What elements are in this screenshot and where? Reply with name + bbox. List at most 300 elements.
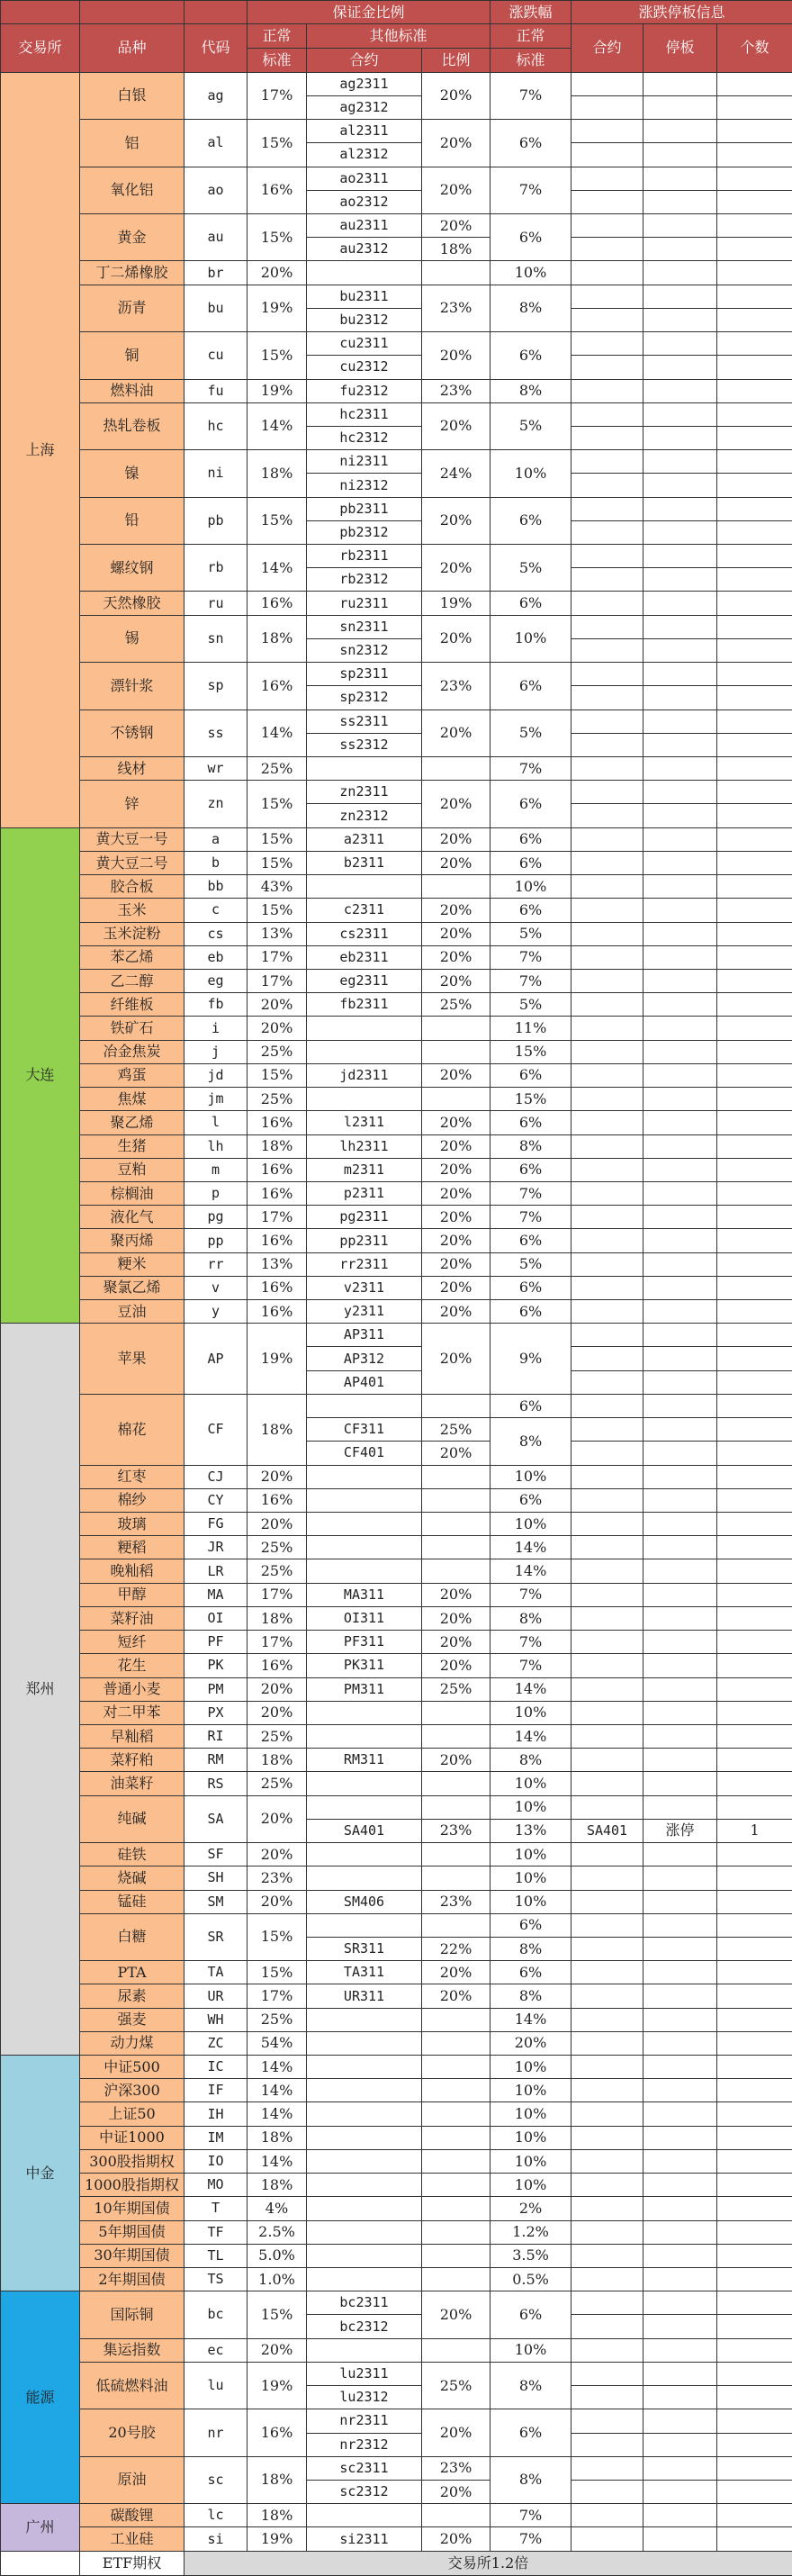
other-contract: eb2311 (307, 945, 422, 969)
other-ratio: 22% (422, 1937, 490, 1960)
table-row (1, 1654, 792, 1677)
limit-normal: 5% (490, 545, 572, 592)
header-limit-info: 涨跌停板信息 (572, 1, 792, 24)
limit-board (644, 238, 717, 261)
other-contract: SM406 (307, 1890, 422, 1913)
product-name: 玉米 (80, 899, 184, 922)
table-row (1, 545, 792, 568)
limit-count (717, 2126, 792, 2149)
other-contract: y2311 (307, 1300, 422, 1324)
margin-normal: 15% (248, 213, 307, 260)
limit-count (717, 2456, 792, 2480)
limit-contract (572, 1394, 644, 1417)
limit-board (644, 2126, 717, 2149)
limit-board (644, 1134, 717, 1158)
margin-normal: 20% (248, 1513, 307, 1536)
limit-count (717, 426, 792, 449)
table-row (1, 1866, 792, 1890)
other-contract (307, 2268, 422, 2291)
table-row (1, 1701, 792, 1724)
limit-count (717, 1631, 792, 1654)
other-contract: pb2311 (307, 497, 422, 520)
limit-count (717, 167, 792, 190)
limit-normal: 10% (490, 1843, 572, 1866)
limit-board (644, 733, 717, 756)
limit-count (717, 2527, 792, 2551)
other-contract: cu2311 (307, 332, 422, 356)
margin-normal: 18% (248, 1606, 307, 1630)
limit-normal: 6% (490, 1276, 572, 1299)
limit-contract (572, 1559, 644, 1583)
limit-contract (572, 2197, 644, 2220)
limit-contract (572, 497, 644, 520)
limit-contract (572, 1370, 644, 1394)
product-code: PM (184, 1677, 248, 1701)
table-row (1, 663, 792, 686)
limit-count (717, 120, 792, 143)
limit-board (644, 757, 717, 781)
other-contract: sn2311 (307, 615, 422, 638)
limit-normal: 6% (490, 1158, 572, 1181)
limit-contract (572, 285, 644, 308)
product-code: WH (184, 2008, 248, 2031)
margin-normal: 14% (248, 545, 307, 592)
table-row (1, 1465, 792, 1488)
other-ratio: 20% (422, 2409, 490, 2456)
limit-count (717, 2433, 792, 2456)
limit-count (717, 72, 792, 95)
limit-normal: 14% (490, 1559, 572, 1583)
limit-contract (572, 2149, 644, 2173)
product-name: 丁二烯橡胶 (80, 261, 184, 285)
product-code: ni (184, 450, 248, 497)
margin-normal: 19% (248, 2527, 307, 2551)
limit-board (644, 1984, 717, 2008)
margin-normal: 20% (248, 2338, 307, 2362)
table-row (1, 922, 792, 945)
table-row (1, 1134, 792, 1158)
limit-contract (572, 1181, 644, 1205)
table-row (1, 2291, 792, 2315)
limit-normal: 6% (490, 1394, 572, 1417)
limit-normal: 8% (490, 2362, 572, 2409)
table-row (1, 993, 792, 1017)
other-ratio: 25% (422, 1677, 490, 1701)
product-name: 纯碱 (80, 1795, 184, 1842)
table-row (1, 1017, 792, 1040)
limit-normal: 5% (490, 922, 572, 945)
product-name: 棉纱 (80, 1488, 184, 1512)
product-name: 碳酸锂 (80, 2504, 184, 2527)
other-contract (307, 1513, 422, 1536)
limit-normal: 14% (490, 1724, 572, 1748)
limit-contract (572, 1488, 644, 1512)
other-contract: fb2311 (307, 993, 422, 1017)
product-code: sc (184, 2456, 248, 2503)
product-code: TA (184, 1961, 248, 1984)
limit-contract (572, 1913, 644, 1937)
limit-contract (572, 2386, 644, 2409)
limit-contract (572, 379, 644, 402)
product-name: 玉米淀粉 (80, 922, 184, 945)
limit-contract (572, 1583, 644, 1606)
product-name: 粳稻 (80, 1536, 184, 1559)
product-code: bu (184, 285, 248, 331)
other-contract: ag2312 (307, 95, 422, 119)
margin-normal: 18% (248, 615, 307, 662)
margin-normal: 16% (248, 1488, 307, 1512)
limit-contract (572, 1984, 644, 2008)
header-exchange: 交易所 (1, 24, 80, 72)
other-contract: nr2312 (307, 2433, 422, 2456)
other-contract: rr2311 (307, 1252, 422, 1276)
margin-normal: 20% (248, 1465, 307, 1488)
product-name: 棕榈油 (80, 1181, 184, 1205)
limit-board (644, 1795, 717, 1819)
table-body (1, 1, 792, 2576)
other-contract: PF311 (307, 1631, 422, 1654)
limit-board (644, 1181, 717, 1205)
margin-normal: 17% (248, 1583, 307, 1606)
header-normal: 正常 (248, 24, 307, 49)
product-name: 漂针浆 (80, 663, 184, 710)
margin-normal: 14% (248, 2056, 307, 2079)
limit-count (717, 663, 792, 686)
limit-board (644, 95, 717, 119)
margin-normal: 18% (248, 1394, 307, 1465)
limit-contract (572, 190, 644, 213)
limit-contract (572, 2409, 644, 2433)
limit-count (717, 922, 792, 945)
limit-count (717, 686, 792, 710)
margin-normal: 20% (248, 1701, 307, 1724)
product-name: 烧碱 (80, 1866, 184, 1890)
margin-normal: 14% (248, 710, 307, 756)
limit-contract (572, 120, 644, 143)
limit-board (644, 804, 717, 827)
limit-count (717, 1206, 792, 1229)
margin-normal: 16% (248, 1654, 307, 1677)
product-code: RI (184, 1724, 248, 1748)
limit-board (644, 1843, 717, 1866)
product-name: 上证50 (80, 2102, 184, 2126)
margin-normal: 15% (248, 120, 307, 167)
product-code: sn (184, 615, 248, 662)
limit-count (717, 520, 792, 544)
limit-board (644, 1206, 717, 1229)
table-row (1, 2126, 792, 2149)
product-name: 20号胶 (80, 2409, 184, 2456)
other-ratio: 20% (422, 1158, 490, 1181)
limit-normal: 10% (490, 1866, 572, 1890)
other-contract (307, 1795, 422, 1819)
limit-normal: 6% (490, 332, 572, 379)
other-contract (307, 1488, 422, 1512)
limit-board (644, 2362, 717, 2385)
other-contract: m2311 (307, 1158, 422, 1181)
table-row (1, 1795, 792, 1819)
product-name: 中证500 (80, 2056, 184, 2079)
limit-count (717, 757, 792, 781)
product-name: 白银 (80, 72, 184, 119)
limit-count (717, 1040, 792, 1063)
limit-normal: 8% (490, 1418, 572, 1465)
other-contract: OI311 (307, 1606, 422, 1630)
limit-normal: 10% (490, 2102, 572, 2126)
limit-count (717, 827, 792, 851)
table-row (1, 1040, 792, 1063)
other-contract: p2311 (307, 1181, 422, 1205)
product-code: ao (184, 167, 248, 213)
limit-normal: 6% (490, 2291, 572, 2338)
limit-board (644, 1513, 717, 1536)
limit-normal: 2% (490, 2197, 572, 2220)
header-ratio: 比例 (422, 49, 490, 72)
limit-count (717, 1442, 792, 1465)
limit-count (717, 615, 792, 638)
product-code: y (184, 1300, 248, 1324)
limit-contract (572, 2362, 644, 2385)
limit-contract (572, 1701, 644, 1724)
other-contract: ss2311 (307, 710, 422, 733)
other-contract: bu2311 (307, 285, 422, 308)
other-contract (307, 1088, 422, 1111)
other-ratio: 20% (422, 497, 490, 544)
limit-board (644, 899, 717, 922)
other-ratio (422, 1559, 490, 1583)
product-code: fu (184, 379, 248, 402)
limit-count (717, 945, 792, 969)
other-contract (307, 1017, 422, 1040)
limit-count (717, 2244, 792, 2267)
limit-board (644, 2056, 717, 2079)
product-code: sp (184, 663, 248, 710)
product-code: TF (184, 2220, 248, 2244)
limit-normal: 6% (490, 213, 572, 260)
other-contract: jd2311 (307, 1063, 422, 1087)
limit-board (644, 2409, 717, 2433)
other-contract (307, 2149, 422, 2173)
limit-contract (572, 993, 644, 1017)
limit-contract (572, 2291, 644, 2315)
limit-normal: 11% (490, 1017, 572, 1040)
product-code: T (184, 2197, 248, 2220)
limit-normal: 10% (490, 875, 572, 899)
product-name: 乙二醇 (80, 969, 184, 992)
other-contract: pb2312 (307, 520, 422, 544)
product-name: 动力煤 (80, 2031, 184, 2055)
margin-normal: 19% (248, 285, 307, 331)
other-contract (307, 1040, 422, 1063)
limit-normal: 10% (490, 261, 572, 285)
limit-contract (572, 1111, 644, 1134)
limit-normal: 6% (490, 663, 572, 710)
limit-count (717, 2174, 792, 2197)
limit-count (717, 1347, 792, 1370)
other-contract: ss2312 (307, 733, 422, 756)
limit-board (644, 2079, 717, 2102)
limit-contract (572, 2244, 644, 2267)
limit-board (644, 545, 717, 568)
product-code: eg (184, 969, 248, 992)
product-code: cs (184, 922, 248, 945)
product-name: 30年期国债 (80, 2244, 184, 2267)
limit-contract (572, 1654, 644, 1677)
margin-normal: 13% (248, 922, 307, 945)
other-ratio (422, 2220, 490, 2244)
table-row (1, 1229, 792, 1252)
other-contract (307, 2056, 422, 2079)
limit-board (644, 615, 717, 638)
margin-normal: 2.5% (248, 2220, 307, 2244)
product-code: LR (184, 1559, 248, 1583)
table-row (1, 2174, 792, 2197)
product-code: lu (184, 2362, 248, 2409)
limit-contract (572, 804, 644, 827)
table-row (1, 167, 792, 190)
table-row (1, 2527, 792, 2551)
header-limit-count: 个数 (717, 24, 792, 72)
margin-normal: 20% (248, 1795, 307, 1842)
other-ratio (422, 1795, 490, 1819)
limit-normal: 10% (490, 2174, 572, 2197)
limit-contract (572, 899, 644, 922)
other-contract: sc2312 (307, 2480, 422, 2503)
margin-normal: 13% (248, 1252, 307, 1276)
limit-count (717, 875, 792, 899)
exchange-name: 广州 (1, 2504, 80, 2551)
product-name: 锌 (80, 781, 184, 827)
limit-count (717, 95, 792, 119)
margin-normal: 20% (248, 1890, 307, 1913)
product-code: IM (184, 2126, 248, 2149)
other-contract: lh2311 (307, 1134, 422, 1158)
product-code: bc (184, 2291, 248, 2338)
other-ratio: 25% (422, 1418, 490, 1442)
product-name: 冶金焦炭 (80, 1040, 184, 1063)
limit-board (644, 1394, 717, 1417)
exchange-name: 上海 (1, 72, 80, 827)
limit-count (717, 2031, 792, 2055)
margin-normal: 1.0% (248, 2268, 307, 2291)
other-contract: au2312 (307, 238, 422, 261)
product-code: FG (184, 1513, 248, 1536)
table-row (1, 2220, 792, 2244)
table-row (1, 1772, 792, 1795)
limit-normal: 13% (490, 1819, 572, 1842)
limit-count (717, 1843, 792, 1866)
limit-board (644, 1631, 717, 1654)
margin-normal: 15% (248, 332, 307, 379)
other-contract: au2311 (307, 213, 422, 237)
other-contract (307, 261, 422, 285)
other-ratio (422, 1772, 490, 1795)
product-name: 锰硅 (80, 1890, 184, 1913)
limit-board (644, 1961, 717, 1984)
limit-contract (572, 1300, 644, 1324)
table-row (1, 72, 792, 95)
limit-contract (572, 1252, 644, 1276)
product-name: 黄大豆二号 (80, 851, 184, 874)
limit-count (717, 804, 792, 827)
other-contract: cu2312 (307, 356, 422, 379)
product-code: RM (184, 1749, 248, 1772)
table-row (1, 1606, 792, 1630)
other-contract (307, 2338, 422, 2362)
limit-normal: 3.5% (490, 2244, 572, 2267)
limit-contract (572, 710, 644, 733)
table-row (1, 1394, 792, 1417)
product-name: 油菜籽 (80, 1772, 184, 1795)
limit-board (644, 2338, 717, 2362)
product-code: hc (184, 402, 248, 449)
limit-contract (572, 1134, 644, 1158)
other-ratio: 20% (422, 1229, 490, 1252)
limit-contract (572, 72, 644, 95)
margin-normal: 20% (248, 1843, 307, 1866)
limit-count (717, 592, 792, 615)
other-ratio: 20% (422, 945, 490, 969)
other-contract: AP312 (307, 1347, 422, 1370)
margin-normal: 20% (248, 1677, 307, 1701)
margin-normal: 25% (248, 1536, 307, 1559)
product-name: 生猪 (80, 1134, 184, 1158)
table-row (1, 2079, 792, 2102)
margin-normal: 18% (248, 1749, 307, 1772)
limit-count (717, 1984, 792, 2008)
table-row (1, 1913, 792, 1937)
limit-contract (572, 1063, 644, 1087)
margin-normal: 18% (248, 1134, 307, 1158)
product-code: nr (184, 2409, 248, 2456)
other-contract: ni2312 (307, 474, 422, 497)
limit-count (717, 1606, 792, 1630)
product-code: MA (184, 1583, 248, 1606)
margin-normal: 23% (248, 1866, 307, 1890)
limit-contract (572, 733, 644, 756)
limit-normal: 6% (490, 1961, 572, 1984)
limit-count (717, 308, 792, 331)
limit-count (717, 1370, 792, 1394)
product-name: 聚氯乙烯 (80, 1276, 184, 1299)
limit-count (717, 1795, 792, 1819)
limit-board (644, 1488, 717, 1512)
other-contract: v2311 (307, 1276, 422, 1299)
other-contract (307, 2008, 422, 2031)
limit-contract (572, 95, 644, 119)
product-code: i (184, 1017, 248, 1040)
product-name: 粳米 (80, 1252, 184, 1276)
limit-contract (572, 781, 644, 804)
limit-board (644, 213, 717, 237)
margin-normal: 14% (248, 2149, 307, 2173)
product-code: IC (184, 2056, 248, 2079)
limit-normal: 10% (490, 1890, 572, 1913)
limit-count (717, 899, 792, 922)
other-ratio (422, 2079, 490, 2102)
limit-board (644, 1606, 717, 1630)
product-code: lh (184, 1134, 248, 1158)
other-ratio: 19% (422, 592, 490, 615)
other-contract (307, 1866, 422, 1890)
limit-board (644, 1252, 717, 1276)
header-contract: 合约 (307, 49, 422, 72)
table-row (1, 1536, 792, 1559)
limit-contract (572, 1158, 644, 1181)
product-code: IH (184, 2102, 248, 2126)
other-contract: zn2311 (307, 781, 422, 804)
limit-contract (572, 1937, 644, 1960)
